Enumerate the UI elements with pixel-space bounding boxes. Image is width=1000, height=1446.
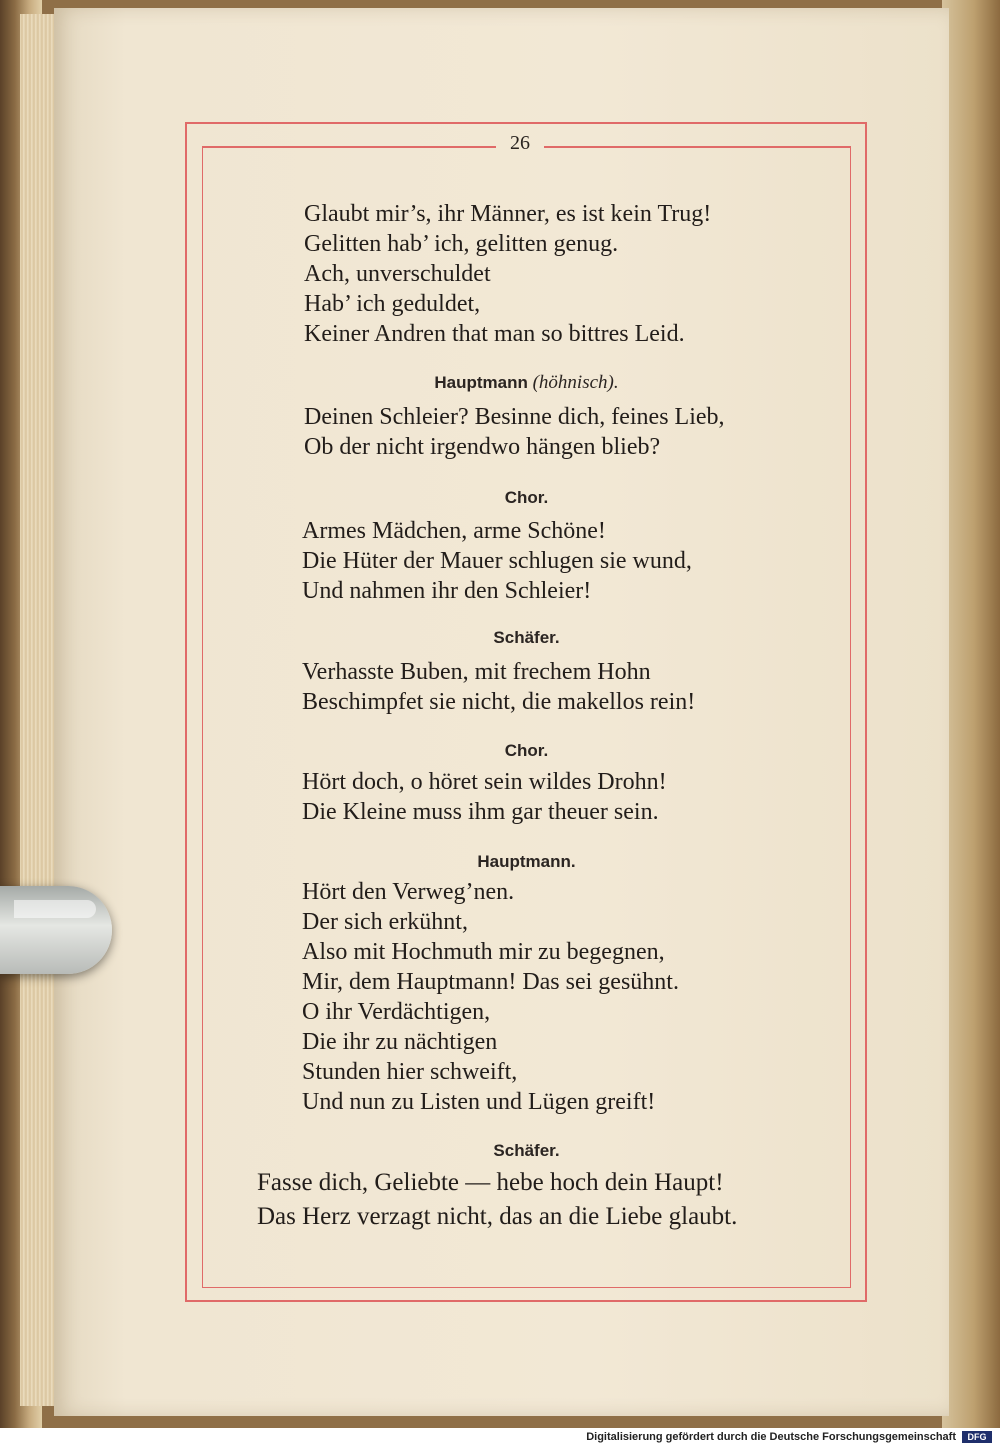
verse-block-2 (304, 402, 725, 462)
verse-line: Und nun zu Listen und Lügen greift! (302, 1089, 656, 1115)
verse-line: Gelitten hab’ ich, gelitten genug. (304, 231, 619, 257)
credit-bar (0, 1428, 1000, 1446)
speaker-heading (202, 372, 851, 394)
header-rule-left (202, 146, 496, 148)
speaker-heading: Hauptmann. (477, 852, 576, 871)
page-number: 26 (510, 132, 530, 154)
dfg-logo: DFG (962, 1431, 992, 1443)
credit-text: Digitalisierung gefördert durch die Deutsche Forschungsgemeinschaft (586, 1431, 956, 1443)
verse-line: Die Kleine muss ihm gar theuer sein. (302, 799, 659, 825)
verse-block-1 (304, 199, 711, 349)
verse-line: Die ihr zu nächtigen (302, 1029, 498, 1055)
verse-block-4 (302, 657, 695, 717)
speaker-heading: Chor. (504, 741, 549, 760)
verse-line: Stunden hier schweift, (302, 1059, 518, 1085)
verse-line: Verhasste Buben, mit frechem Hohn (302, 659, 651, 685)
speaker-heading: Schäfer. (493, 628, 560, 647)
verse-line: Ob der nicht irgendwo hängen blieb? (304, 434, 661, 460)
speaker-heading: Schäfer. (493, 1141, 560, 1160)
speaker-name: Hauptmann (434, 373, 528, 392)
verse-line: Mir, dem Hauptmann! Das sei gesühnt. (302, 969, 679, 995)
verse-line: Hört doch, o höret sein wildes Drohn! (302, 769, 667, 795)
verse-line: Also mit Hochmuth mir zu begegnen, (302, 939, 665, 965)
verse-line: Der sich erkühnt, (302, 909, 468, 935)
verse-line: Armes Mädchen, arme Schöne! (302, 518, 606, 544)
right-page-edge (942, 0, 1000, 1428)
verse-line: Glaubt mir’s, ihr Männer, es ist kein Trug! (304, 201, 712, 227)
verse-line: Hab’ ich geduldet, (304, 291, 481, 317)
verse-line: O ihr Verdächtigen, (302, 999, 491, 1025)
verse-line: Und nahmen ihr den Schleier! (302, 578, 592, 604)
verse-block-6 (302, 877, 679, 1117)
verse-line: Ach, unverschuldet (304, 261, 491, 287)
stage-direction: (höhnisch). (532, 372, 619, 393)
verse-line: Die Hüter der Mauer schlugen sie wund, (302, 548, 692, 574)
verse-line: Das Herz verzagt nicht, das an die Liebe glaubt. (257, 1203, 738, 1230)
verse-line: Keiner Andren that man so bittres Leid. (304, 321, 685, 347)
page-clip-highlight (14, 900, 96, 918)
verse-block-7 (257, 1166, 737, 1234)
page-clip (0, 886, 112, 974)
speaker-heading: Chor. (504, 488, 549, 507)
header-rule-right (544, 146, 851, 148)
verse-line: Fasse dich, Geliebte — hebe hoch dein Haupt! (257, 1169, 724, 1196)
verse-line: Beschimpfet sie nicht, die makellos rein! (302, 689, 696, 715)
verse-line: Deinen Schleier? Besinne dich, feines Lieb, (304, 404, 725, 430)
verse-block-5 (302, 767, 667, 827)
verse-line: Hört den Verweg’nen. (302, 879, 515, 905)
verse-block-3 (302, 516, 692, 606)
